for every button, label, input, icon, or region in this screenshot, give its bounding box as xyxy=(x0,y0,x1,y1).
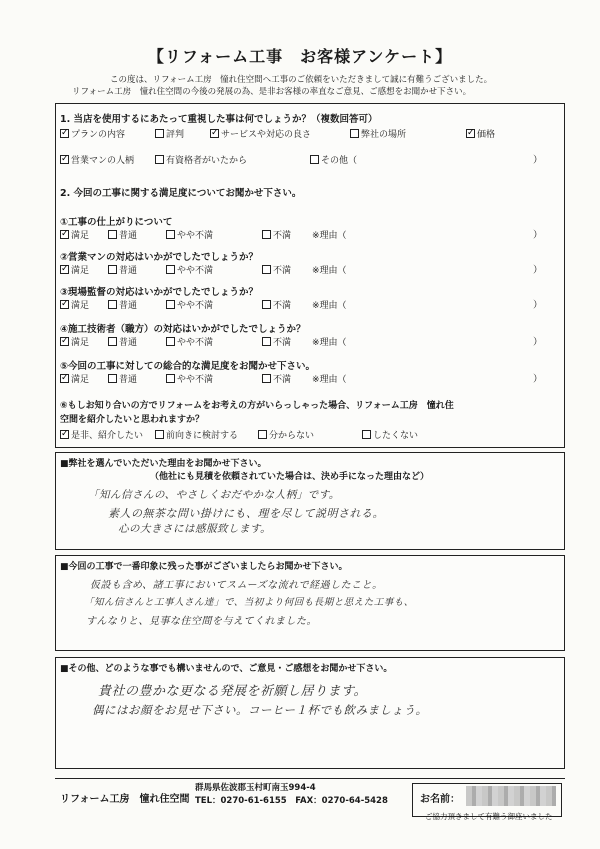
checkbox-icon[interactable] xyxy=(166,374,175,383)
checkbox-checked-icon[interactable] xyxy=(60,300,69,309)
checkbox-checked-icon[interactable] xyxy=(60,265,69,274)
footer-company: リフォーム工房 憧れ住空間 xyxy=(60,794,190,805)
option-label: 満足 xyxy=(71,301,90,311)
option-label: 有資格者がいたから xyxy=(166,156,248,166)
q6-heading-line1: ⑥もしお知り合いの方でリフォームをお考えの方がいらっしゃった場合、リフォーム工房 憧れ住 xyxy=(60,401,454,411)
q2-item-heading: ③現場監督の対応はいかがでしたでしょうか？ xyxy=(60,287,259,298)
checkbox-icon[interactable] xyxy=(155,155,164,164)
q2-scale-option[interactable] xyxy=(312,372,347,385)
q2-reason-close: ） xyxy=(533,230,543,241)
checkbox-icon[interactable] xyxy=(166,337,175,346)
q6-option-no[interactable] xyxy=(362,428,418,441)
option-label: やや不満 xyxy=(177,266,214,276)
q1-option-qualified[interactable] xyxy=(155,153,247,166)
option-label: 不満 xyxy=(273,231,292,241)
q6-option-unsure[interactable] xyxy=(258,428,314,441)
checkbox-icon[interactable] xyxy=(108,265,117,274)
impression-handwriting-2: 「知ん信さんと工事人さん達」で、当初より何回も長期と思えた工事も、 xyxy=(84,597,414,608)
q1-option-price[interactable] xyxy=(466,127,495,140)
checkbox-icon[interactable] xyxy=(262,300,271,309)
option-label: ※理由（ xyxy=(312,338,347,348)
q1-option-reputation[interactable] xyxy=(155,127,184,140)
option-label: 弊社の場所 xyxy=(361,130,407,140)
name-label: お名前： xyxy=(420,794,460,805)
q2-scale-option[interactable] xyxy=(262,263,291,276)
q2-scale-option[interactable] xyxy=(262,335,291,348)
checkbox-icon[interactable] xyxy=(262,337,271,346)
impression-heading: ■今回の工事で一番印象に残った事がございましたらお聞かせ下さい。 xyxy=(60,562,348,572)
checkbox-icon[interactable] xyxy=(262,230,271,239)
reason-heading: ■弊社を選んでいただいた理由をお聞かせ下さい。 xyxy=(60,459,267,469)
option-label: 満足 xyxy=(71,338,90,348)
q2-scale-option[interactable] xyxy=(108,228,137,241)
option-label: プランの内容 xyxy=(71,130,126,140)
checkbox-icon[interactable] xyxy=(166,265,175,274)
checkbox-icon[interactable] xyxy=(258,430,267,439)
option-label: ※理由（ xyxy=(312,231,347,241)
q1-option-location[interactable] xyxy=(350,127,406,140)
option-label: 価格 xyxy=(477,130,496,140)
comments-heading: ■その他、どのような事でも構いませんので、ご意見・ご感想をお聞かせ下さい。 xyxy=(60,664,393,674)
checkbox-checked-icon[interactable] xyxy=(466,129,475,138)
checkbox-checked-icon[interactable] xyxy=(60,230,69,239)
option-label: ※理由（ xyxy=(312,301,347,311)
q1-heading: 1. 当店を使用するにあたって重視した事は何でしょうか？（複数回答可） xyxy=(60,114,378,125)
option-label: 不満 xyxy=(273,375,292,385)
q2-item-heading: ⑤今回の工事に対しての総合的な満足度をお聞かせ下さい。 xyxy=(60,361,316,372)
name-redacted-field[interactable] xyxy=(466,786,556,806)
q2-scale-option[interactable] xyxy=(166,228,213,241)
q2-scale-option[interactable] xyxy=(60,298,89,311)
option-label: ※理由（ xyxy=(312,375,347,385)
checkbox-icon[interactable] xyxy=(108,230,117,239)
checkbox-checked-icon[interactable] xyxy=(60,155,69,164)
comments-handwriting-2: 偶にはお顔をお見せ下さい。コーヒー１杯でも飲みましょう。 xyxy=(92,703,428,717)
page-title: 【リフォーム工事 お客様アンケート】 xyxy=(147,47,453,66)
q2-reason-close: ） xyxy=(533,265,543,276)
q1-option-salesperson[interactable] xyxy=(60,153,134,166)
q2-item-heading: ②営業マンの対応はいかがでしたでしょうか？ xyxy=(60,252,259,263)
checkbox-checked-icon[interactable] xyxy=(60,337,69,346)
q2-scale-option[interactable] xyxy=(262,228,291,241)
option-label: 満足 xyxy=(71,231,90,241)
intro-line-1: この度は、リフォーム工房 憧れ住空間へ工事のご依頼をいただきまして誠に有難うございました。 xyxy=(110,75,493,85)
q2-scale-option[interactable] xyxy=(60,228,89,241)
q2-scale-option[interactable] xyxy=(60,263,89,276)
checkbox-icon[interactable] xyxy=(155,430,164,439)
checkbox-icon[interactable] xyxy=(108,300,117,309)
q2-reason-close: ） xyxy=(533,337,543,348)
option-label: 是非、紹介したい xyxy=(71,431,144,441)
reason-subheading: （他社にも見積を依頼されていた場合は、決め手になった理由など） xyxy=(150,472,430,482)
q2-scale-option[interactable] xyxy=(166,263,213,276)
q2-scale-option[interactable] xyxy=(312,228,347,241)
checkbox-icon[interactable] xyxy=(262,374,271,383)
footer-address-block xyxy=(195,782,388,808)
q2-scale-option[interactable] xyxy=(312,263,347,276)
option-label: 普通 xyxy=(119,301,138,311)
footer-phone: TEL：0270-61-6155 FAX：0270-64-5428 xyxy=(195,796,388,806)
q2-reason-close: ） xyxy=(533,374,543,385)
option-label: 不満 xyxy=(273,301,292,311)
q2-scale-option[interactable] xyxy=(108,298,137,311)
checkbox-icon[interactable] xyxy=(108,374,117,383)
q2-scale-option[interactable] xyxy=(166,298,213,311)
option-label: したくない xyxy=(373,431,419,441)
checkbox-icon[interactable] xyxy=(262,265,271,274)
option-label: やや不満 xyxy=(177,338,214,348)
checkbox-icon[interactable] xyxy=(350,129,359,138)
option-label: 不満 xyxy=(273,266,292,276)
q2-scale-option[interactable] xyxy=(108,372,137,385)
checkbox-checked-icon[interactable] xyxy=(60,430,69,439)
checkbox-icon[interactable] xyxy=(166,300,175,309)
q1-option-other[interactable] xyxy=(310,153,357,166)
checkbox-checked-icon[interactable] xyxy=(60,129,69,138)
option-label: その他（ xyxy=(321,156,358,166)
q6-option-consider[interactable] xyxy=(155,428,238,441)
q2-item-heading: ①工事の仕上がりについて xyxy=(60,217,173,228)
q1-option-plan[interactable] xyxy=(60,127,125,140)
checkbox-checked-icon[interactable] xyxy=(210,129,219,138)
q2-item-heading: ④施工技術者（職方）の対応はいかがでしたでしょうか？ xyxy=(60,324,306,335)
q2-scale-option[interactable] xyxy=(108,335,137,348)
option-label: サービスや対応の良さ xyxy=(221,130,312,140)
option-label: 評判 xyxy=(166,130,185,140)
q2-scale-option[interactable] xyxy=(312,298,347,311)
footer-address: 群馬県佐波郡玉村町南玉994-4 xyxy=(195,783,316,793)
q1-other-close: ） xyxy=(533,155,543,166)
q2-scale-option[interactable] xyxy=(262,298,291,311)
q2-scale-option[interactable] xyxy=(262,372,291,385)
reason-handwriting-3: 心の大きさには感服致します。 xyxy=(118,523,272,535)
option-label: 不満 xyxy=(273,338,292,348)
q2-scale-option[interactable] xyxy=(166,335,213,348)
checkbox-icon[interactable] xyxy=(362,430,371,439)
q2-scale-option[interactable] xyxy=(166,372,213,385)
option-label: 普通 xyxy=(119,231,138,241)
option-label: 満足 xyxy=(71,375,90,385)
comments-handwriting-1: 貴社の豊かな更なる発展を祈願し居ります。 xyxy=(98,684,367,699)
impression-handwriting-3: すんなりと、見事な住空間を与えてくれました。 xyxy=(86,616,317,627)
option-label: 普通 xyxy=(119,266,138,276)
checkbox-icon[interactable] xyxy=(155,129,164,138)
checkbox-icon[interactable] xyxy=(310,155,319,164)
option-label: 分からない xyxy=(269,431,315,441)
reason-handwriting-1: 「知ん信さんの、やさしくおだやかな人柄」です。 xyxy=(88,489,340,501)
q6-heading-line2: 空間を紹介したいと思われますか？ xyxy=(60,415,205,425)
option-label: ※理由（ xyxy=(312,266,347,276)
option-label: 前向きに検討する xyxy=(166,431,239,441)
option-label: 営業マンの人柄 xyxy=(71,156,135,166)
option-label: 普通 xyxy=(119,338,138,348)
checkbox-checked-icon[interactable] xyxy=(60,374,69,383)
q2-scale-option[interactable] xyxy=(60,335,89,348)
checkbox-icon[interactable] xyxy=(108,337,117,346)
reason-handwriting-2: 素人の無茶な問い掛けにも、理を尽して説明される。 xyxy=(108,507,384,520)
footer-rule xyxy=(55,778,565,779)
intro-line-2: リフォーム工房 憧れ住空間の今後の発展の為、是非お客様の率直なご意見、ご感想をお聞かせ下さい。 xyxy=(72,87,472,97)
q2-scale-option[interactable] xyxy=(60,372,89,385)
q6-option-recommend[interactable] xyxy=(60,428,143,441)
option-label: 普通 xyxy=(119,375,138,385)
q1-option-service[interactable] xyxy=(210,127,311,140)
q2-scale-option[interactable] xyxy=(108,263,137,276)
option-label: やや不満 xyxy=(177,301,214,311)
impression-handwriting-1: 仮設も含め、諸工事においてスムーズな流れで経過したこと。 xyxy=(90,580,383,591)
option-label: やや不満 xyxy=(177,375,214,385)
thanks-note: ご協力頂きまして有難う御座いました xyxy=(425,812,553,821)
q2-scale-option[interactable] xyxy=(312,335,347,348)
option-label: やや不満 xyxy=(177,231,214,241)
q2-heading: 2. 今回の工事に関する満足度についてお聞かせ下さい。 xyxy=(60,188,302,199)
checkbox-icon[interactable] xyxy=(166,230,175,239)
q2-reason-close: ） xyxy=(533,300,543,311)
option-label: 満足 xyxy=(71,266,90,276)
